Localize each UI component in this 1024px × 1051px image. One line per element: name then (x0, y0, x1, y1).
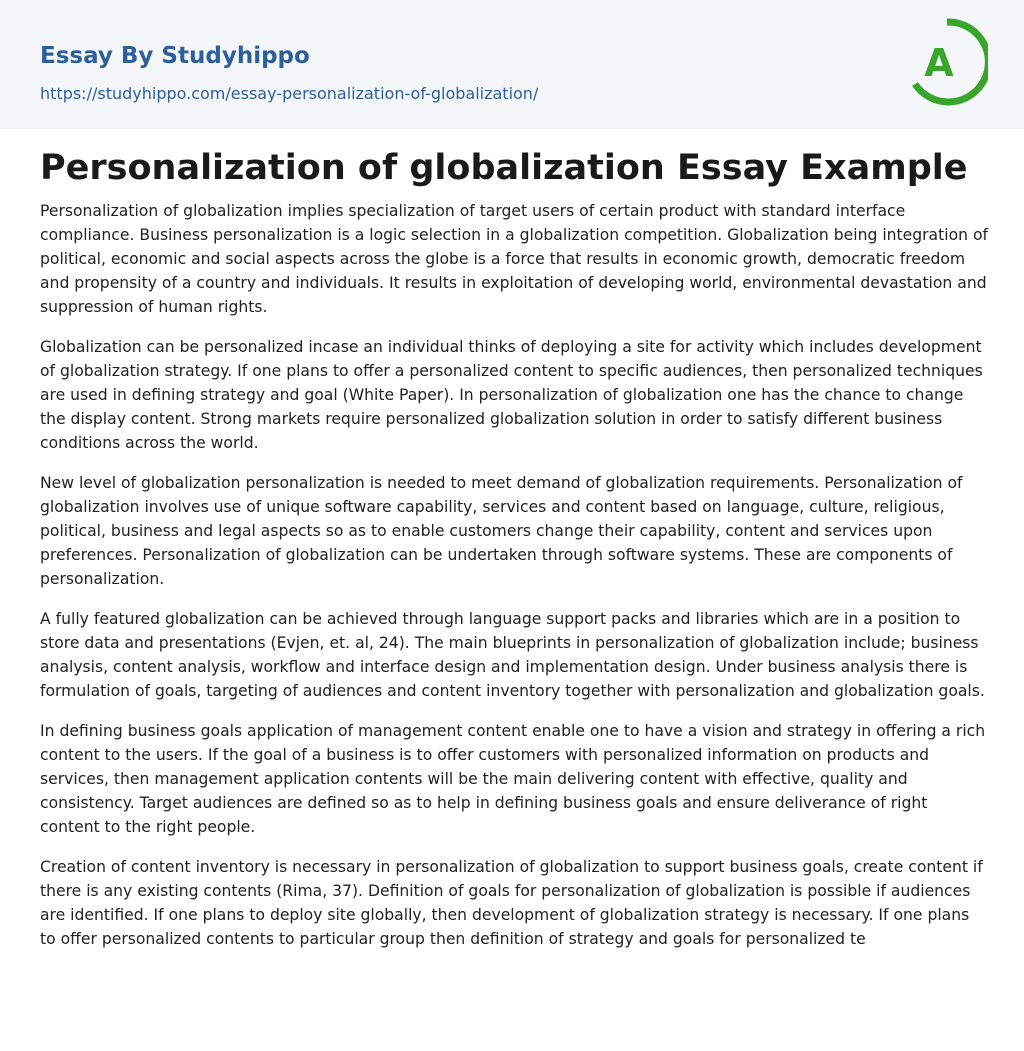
essay-paragraph: In defining business goals application of management content enable one to have a vision and strategy in offering a rich content to the users. If the goal of a business is to offer customers with personalized information on products and services, then management application contents will be the main delivering content with effective, quality and consistency. Target audiences are defined so as to help in defining business goals and ensure deliverance of right content to the right people. (40, 722, 986, 836)
essay-paragraph: Globalization can be personalized incase an individual thinks of deploying a site for activity which includes development of globalization strategy. If one plans to offer a personalized content to specific audiences, then personalized techniques are used in defining strategy and goal (White Paper). In personalization of globalization one has the chance to change the display content. Strong markets require personalized globalization solution in order to satisfy different business conditions across the world. (40, 338, 983, 452)
logo-letter: A (924, 41, 954, 85)
site-header (0, 0, 1024, 129)
essay-url-link[interactable]: https://studyhippo.com/essay-personalization-of-globalization/ (40, 84, 539, 103)
essay-paragraph: New level of globalization personalization is needed to meet demand of globalization requirements. Personalization of globalization involves use of unique software capability, services and content based on language, culture, religious, political, business and legal aspects so as to enable customers change their capability, content and services upon preferences. Personalization of globalization can be undertaken through software systems. These are components of personalization. (40, 474, 963, 588)
studyhippo-logo[interactable] (910, 18, 988, 106)
essay-paragraph: A fully featured globalization can be achieved through language support packs and libraries which are in a position to store data and presentations (Evjen, et. al, 24). The main blueprints in personalization of globalization include; business analysis, content analysis, workflow and interface design and implementation design. Under business analysis there is formulation of goals, targeting of audiences and content inventory together with personalization and globalization goals. (40, 610, 985, 700)
site-title[interactable]: Essay By Studyhippo (40, 43, 310, 69)
essay-paragraph: Creation of content inventory is necessary in personalization of globalization to support business goals, create content if there is any existing contents (Rima, 37). Definition of goals for personalization of globalization is possible if audiences are identified. If one plans to deploy site globally, then development of globalization strategy is necessary. If one plans to offer personalized contents to particular group then definition of strategy and goals for personalized te (40, 858, 983, 948)
essay-paragraph: Personalization of globalization implies specialization of target users of certain product with standard interface compliance. Business personalization is a logic selection in a globalization competition. Globalization being integration of political, economic and social aspects across the globe is a force that results in economic growth, democratic freedom and propensity of a country and individuals. It results in exploitation of developing world, environmental devastation and suppression of human rights. (40, 202, 988, 316)
essay-content (40, 142, 988, 967)
page-title: Personalization of globalization Essay Example (40, 148, 968, 188)
logo-a-icon (910, 18, 988, 106)
